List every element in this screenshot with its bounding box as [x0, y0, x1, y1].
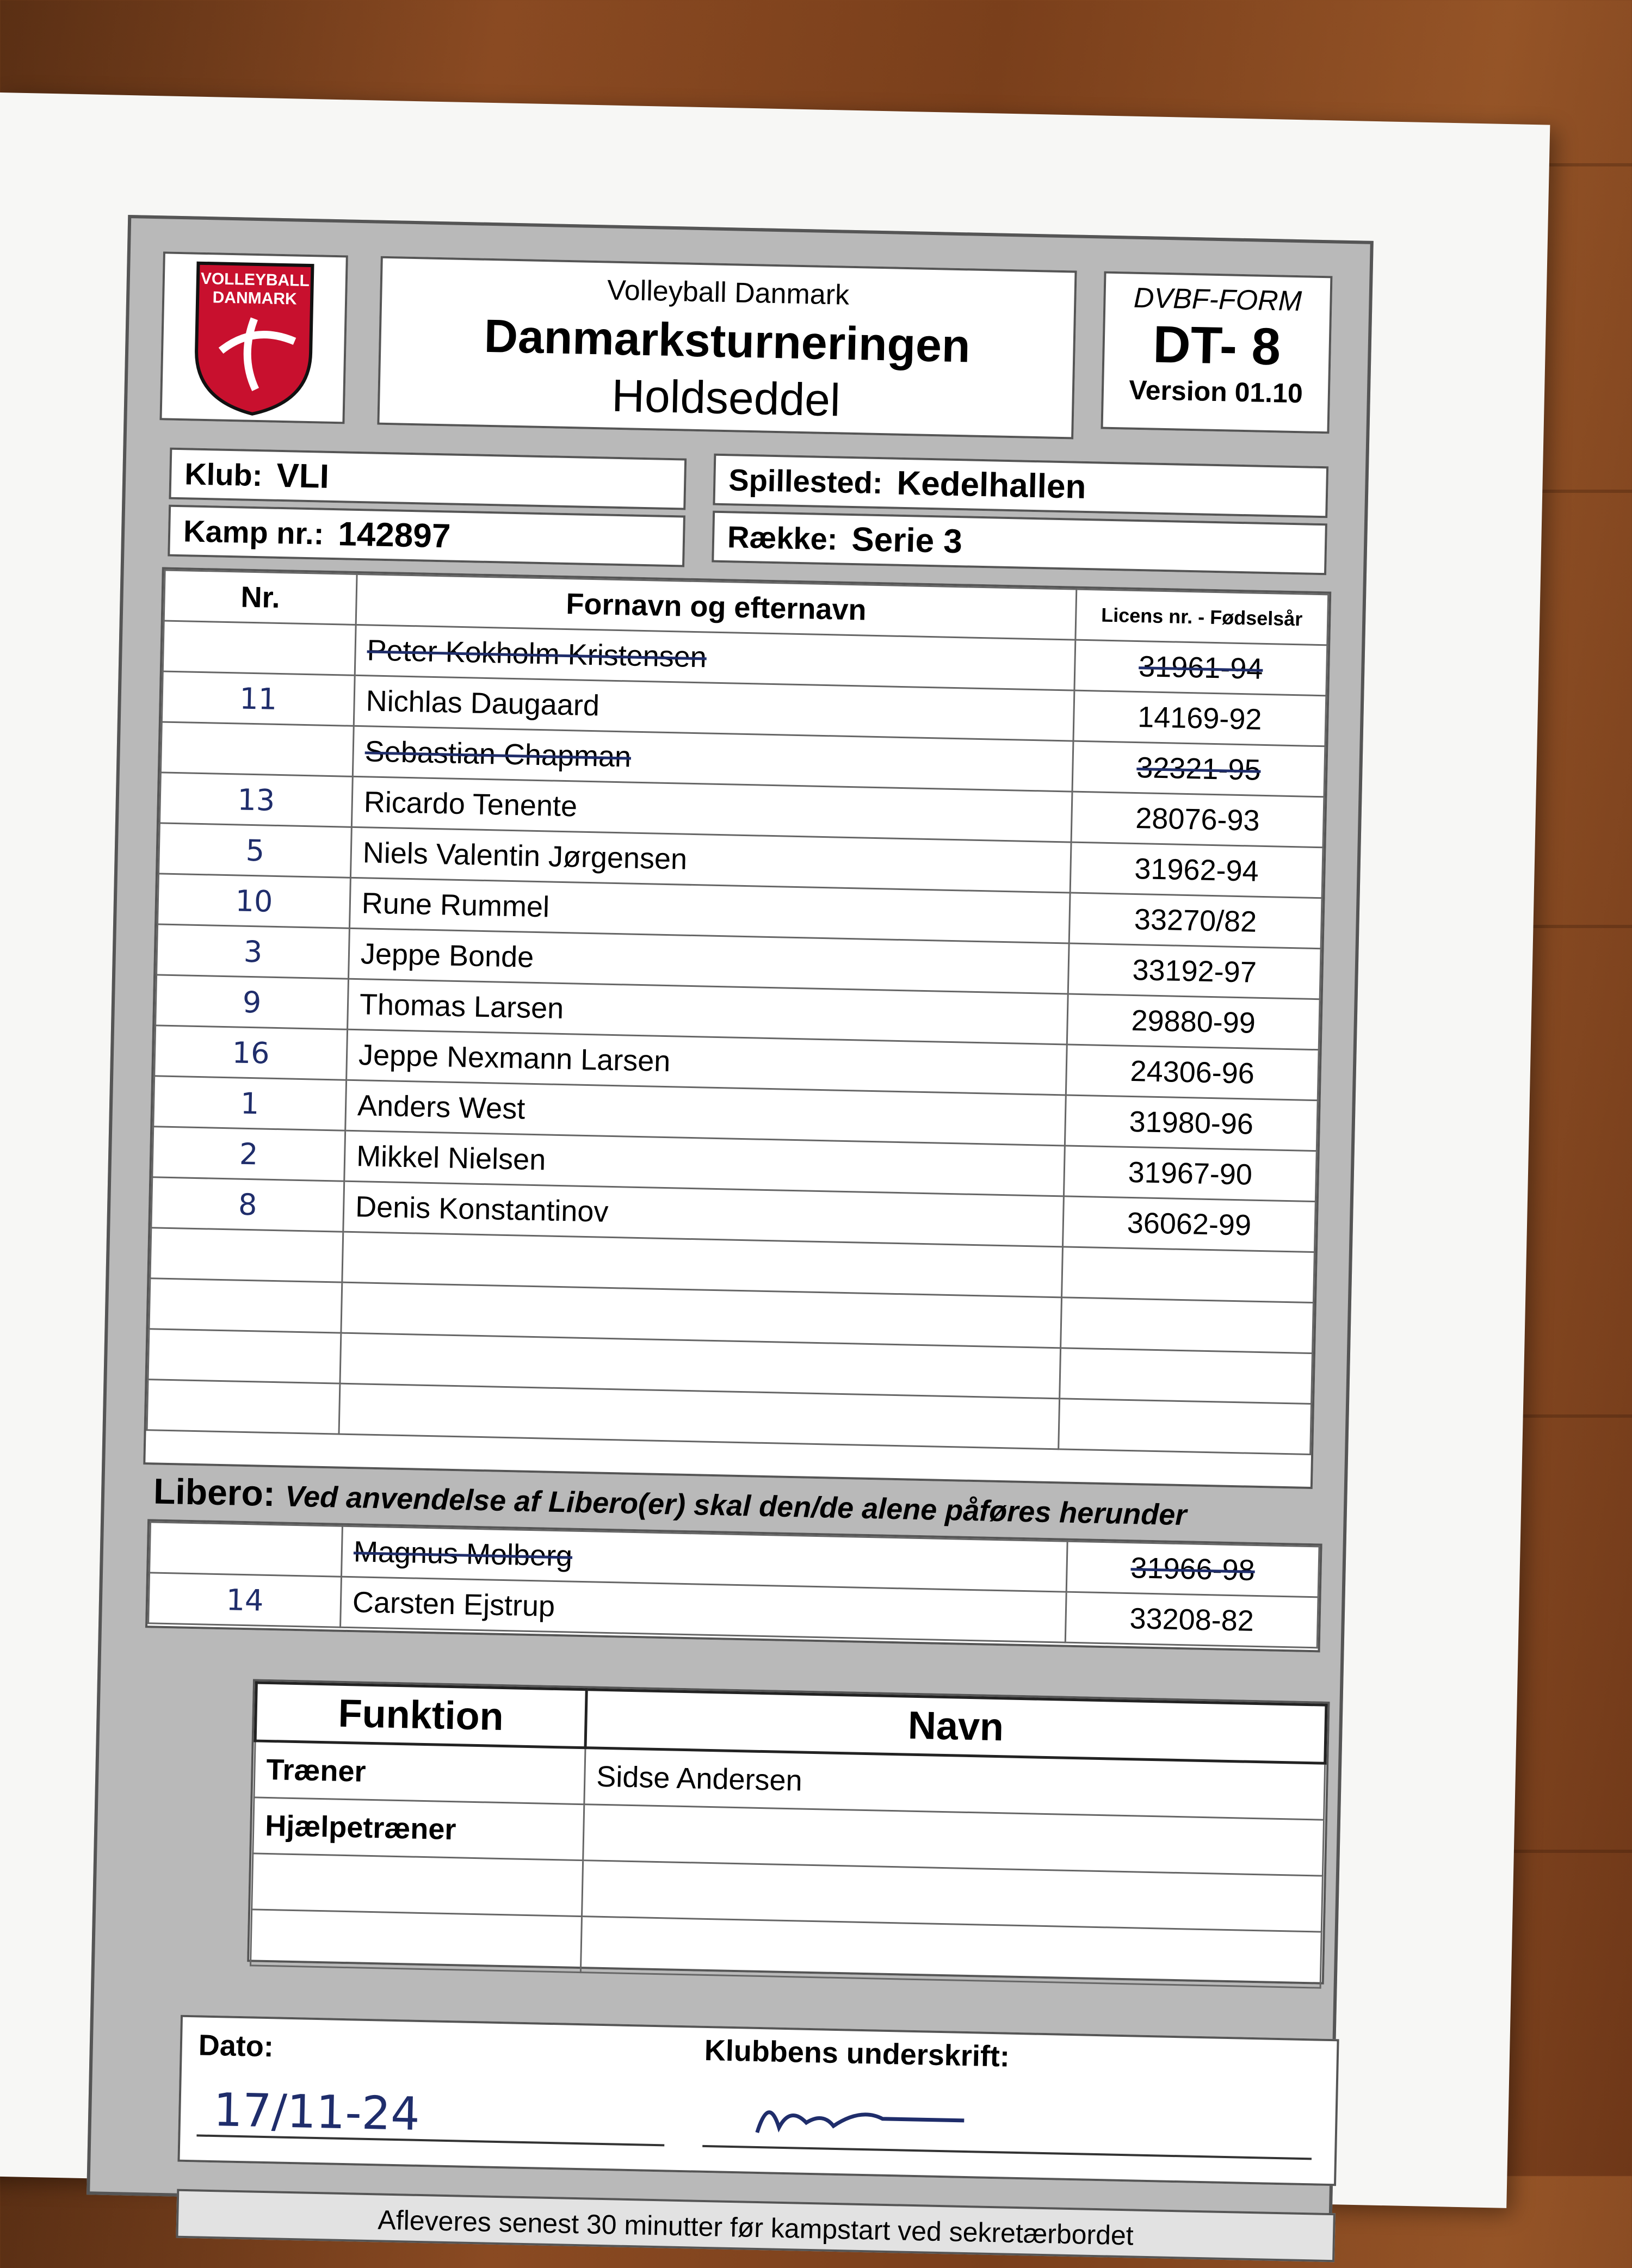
col-header-license: Licens nr. - Fødselsår: [1075, 589, 1328, 645]
staff-rows: [250, 1741, 1325, 1988]
player-name: Niels Valentin Jørgensen: [350, 827, 1071, 893]
player-name: Mikkel Nielsen: [344, 1130, 1065, 1196]
page-title: Danmarksturneringen: [483, 310, 971, 373]
club-value: VLI: [276, 456, 330, 496]
col-header-staff-name: Navn: [585, 1690, 1326, 1763]
roster-rows: [147, 621, 1327, 1454]
club-label: Klub:: [184, 456, 263, 493]
player-number: 11: [162, 671, 355, 726]
libero-table: [145, 1519, 1322, 1652]
player-number: 8: [151, 1177, 344, 1232]
date-value: 17/11-24: [213, 2083, 421, 2141]
player-number: 3: [157, 924, 350, 979]
player-number: 16: [154, 1025, 348, 1080]
signature-label: Klubbens underskrift:: [704, 2034, 1010, 2073]
holdseddel-form: [86, 215, 1374, 2251]
player-name: Rune Rummel: [349, 877, 1070, 943]
player-name: Thomas Larsen: [348, 979, 1068, 1045]
volleyball-danmark-logo: [159, 251, 348, 424]
shield-logo-icon: [190, 257, 318, 418]
series-value: Serie 3: [851, 520, 963, 561]
empty-cell: [149, 1278, 342, 1333]
player-name: Nichlas Daugaard: [354, 675, 1074, 741]
form-sheet: [0, 92, 1550, 2251]
player-name: Magnus Molberg: [342, 1526, 1068, 1592]
empty-cell: [1061, 1297, 1314, 1354]
col-header-nr: Nr.: [164, 570, 357, 625]
form-label: DVBF-FORM: [1133, 282, 1302, 318]
empty-cell: [148, 1329, 341, 1383]
logo-text-1: VOLLEYBALL: [200, 269, 310, 290]
player-number: [150, 1522, 343, 1577]
venue-label: Spillested:: [728, 462, 883, 500]
date-label: Dato:: [198, 2029, 274, 2063]
empty-cell: [150, 1228, 343, 1282]
staff-function: [250, 1909, 582, 1973]
venue-value: Kedelhallen: [896, 464, 1087, 506]
player-name: Jeppe Nexmann Larsen: [347, 1029, 1067, 1095]
player-number: 14: [149, 1573, 342, 1627]
libero-instruction: Ved anvendelse af Libero(er) skal den/de alene påføres herunder: [285, 1480, 1187, 1532]
player-name: Denis Konstantinov: [343, 1181, 1064, 1247]
footer-note: Afleveres senest 30 minutter før kampstart ved sekretærbordet: [176, 2189, 1335, 2263]
form-version: Version 01.10: [1128, 374, 1303, 409]
player-license: 32321-95: [1072, 741, 1325, 797]
form-code-block: [1101, 271, 1332, 434]
libero-rows: [149, 1522, 1319, 1648]
player-license: 31961-94: [1074, 640, 1327, 696]
match-no-field: [168, 505, 685, 567]
col-header-name: Fornavn og efternavn: [356, 574, 1077, 640]
player-license: 14169-92: [1073, 690, 1326, 746]
staff-table: [247, 1679, 1330, 1984]
org-name: Volleyball Danmark: [607, 274, 850, 311]
club-field: [169, 448, 687, 510]
col-header-function: Funktion: [255, 1683, 586, 1748]
player-license: 29880-99: [1067, 994, 1320, 1050]
staff-name: Sidse Andersen: [584, 1748, 1325, 1820]
handwritten-signature-icon: [735, 2083, 1008, 2154]
roster-table: [143, 567, 1331, 1489]
empty-cell: [1062, 1247, 1315, 1303]
libero-label: Libero:: [153, 1470, 276, 1514]
player-license: 33192-97: [1068, 943, 1321, 999]
player-license: 33270/82: [1069, 893, 1322, 949]
player-license: 24306-96: [1066, 1045, 1319, 1101]
player-number: 5: [158, 823, 351, 877]
player-number: [163, 621, 356, 675]
player-license: 31962-94: [1070, 842, 1323, 898]
player-name: Peter Kokholm Kristensen: [355, 625, 1075, 690]
player-name: Anders West: [345, 1080, 1066, 1146]
logo-text-2: DANMARK: [212, 288, 297, 308]
empty-cell: [1060, 1348, 1313, 1404]
page-subtitle: Holdseddel: [611, 369, 841, 426]
player-name: Sebastian Chapman: [353, 726, 1073, 792]
form-code: DT- 8: [1152, 315, 1282, 376]
match-no-label: Kamp nr.:: [183, 514, 325, 551]
player-license: 31967-90: [1064, 1146, 1316, 1202]
player-number: 2: [152, 1127, 345, 1181]
player-number: 13: [159, 773, 353, 827]
player-number: [160, 722, 354, 776]
player-license: 31980-96: [1065, 1095, 1318, 1151]
empty-cell: [147, 1380, 340, 1434]
player-name: Jeppe Bonde: [349, 928, 1070, 994]
player-license: 33208-82: [1065, 1592, 1318, 1648]
series-field: [712, 511, 1327, 576]
player-license: 28076-93: [1071, 792, 1324, 848]
player-name: Ricardo Tenente: [351, 776, 1072, 842]
player-number: 9: [156, 975, 349, 1029]
player-license: 31966-98: [1066, 1541, 1319, 1597]
empty-cell: [1059, 1399, 1312, 1455]
staff-function: [252, 1853, 583, 1917]
title-block: [377, 256, 1077, 440]
signature-block: [177, 2015, 1339, 2186]
player-license: 36062-99: [1062, 1196, 1315, 1252]
venue-field: [713, 454, 1328, 518]
staff-function: Træner: [254, 1741, 585, 1804]
match-no-value: 142897: [337, 515, 451, 555]
date-line: [196, 2134, 664, 2146]
player-number: 10: [158, 874, 351, 928]
series-label: Række:: [727, 520, 838, 557]
staff-function: Hjælpetræner: [253, 1797, 584, 1861]
player-number: 1: [153, 1076, 347, 1130]
player-name: Carsten Ejstrup: [341, 1577, 1067, 1642]
